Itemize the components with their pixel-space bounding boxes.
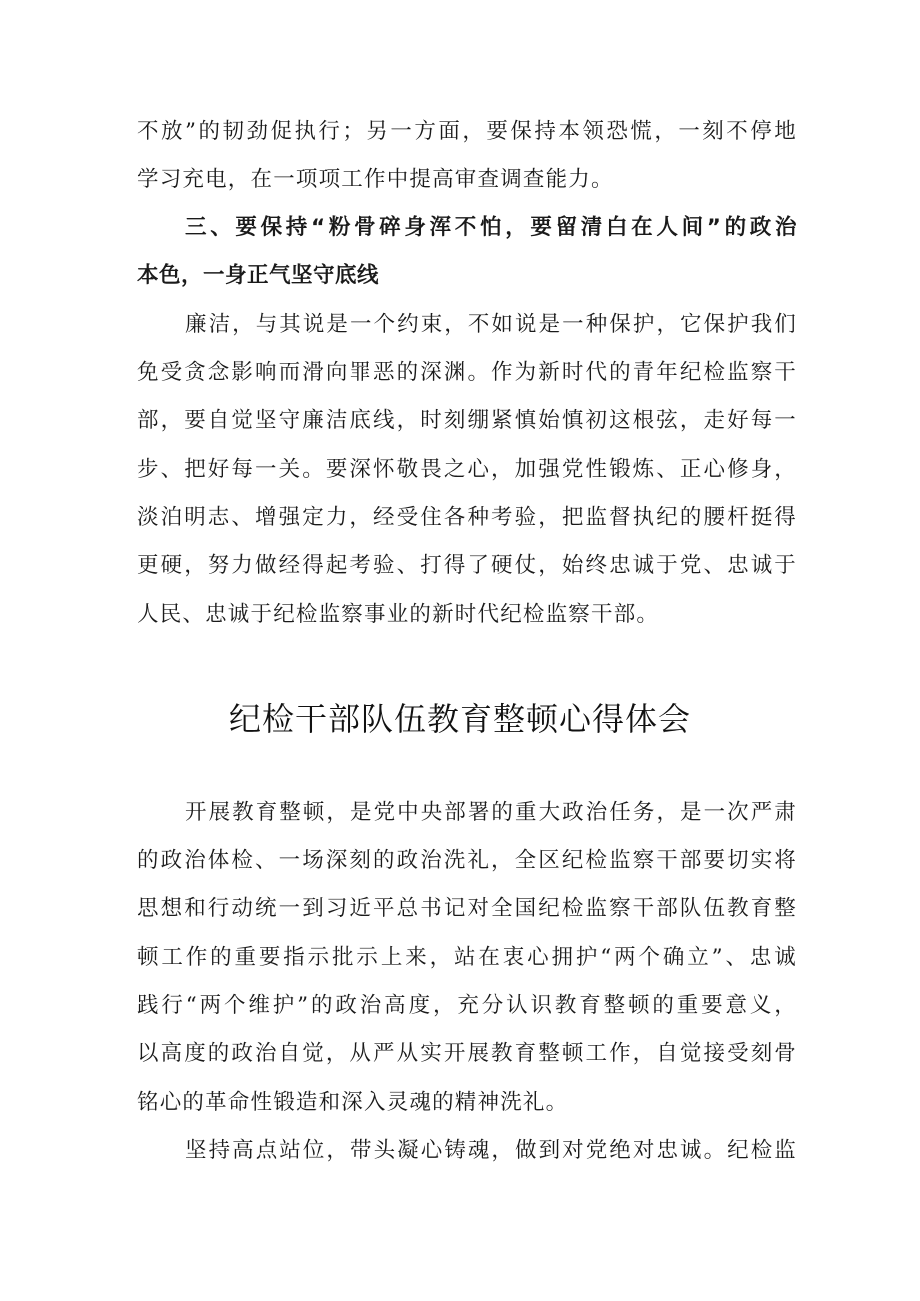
paragraph-line: 铭心的革命性锻造和深入灵魂的精神洗礼。 bbox=[137, 1090, 569, 1115]
paragraph-line: 部，要自觉坚守廉洁底线，时刻绷紧慎始慎初这根弦，走好每一 bbox=[137, 408, 797, 433]
paragraph-line: 人民、忠诚于纪检监察事业的新时代纪检监察干部。 bbox=[137, 602, 660, 627]
paragraph-line: 践行“两个维护”的政治高度，充分认识教育整顿的重要意义， bbox=[137, 993, 797, 1018]
paragraph-line: 步、把好每一关。要深怀敬畏之心，加强党性锻炼、正心修身， bbox=[137, 457, 797, 482]
section-heading: 本色，一身正气坚守底线 bbox=[137, 263, 380, 288]
document-title: 纪检干部队伍教育整顿心得体会 bbox=[228, 700, 691, 738]
paragraph-line: 坚持高点站位，带头凝心铸魂，做到对党绝对忠诚。纪检监 bbox=[185, 1138, 797, 1163]
paragraph-line: 开展教育整顿，是党中央部署的重大政治任务，是一次严肃 bbox=[185, 800, 797, 825]
paragraph-line: 免受贪念影响而滑向罪恶的深渊。作为新时代的青年纪检监察干 bbox=[137, 360, 797, 385]
paragraph-line: 廉洁，与其说是一个约束，不如说是一种保护，它保护我们 bbox=[185, 312, 797, 337]
section-heading: 三、要保持“粉骨碎身浑不怕，要留清白在人间”的政治 bbox=[185, 215, 797, 240]
paragraph-line: 学习充电，在一项项工作中提高审查调查能力。 bbox=[137, 167, 614, 192]
paragraph-line: 顿工作的重要指示批示上来，站在衷心拥护“两个确立”、忠诚 bbox=[137, 945, 797, 970]
paragraph-line: 不放”的韧劲促执行；另一方面，要保持本领恐慌，一刻不停地 bbox=[137, 119, 797, 144]
paragraph-line: 思想和行动统一到习近平总书记对全国纪检监察干部队伍教育整 bbox=[137, 896, 797, 921]
paragraph-line: 更硬，努力做经得起考验、打得了硬仗，始终忠诚于党、忠诚于 bbox=[137, 553, 797, 578]
paragraph-line: 以高度的政治自觉，从严从实开展教育整顿工作，自觉接受刻骨 bbox=[137, 1041, 797, 1066]
paragraph-line: 的政治体检、一场深刻的政治洗礼，全区纪检监察干部要切实将 bbox=[137, 848, 797, 873]
paragraph-line: 淡泊明志、增强定力，经受住各种考验，把监督执纪的腰杆挺得 bbox=[137, 505, 797, 530]
